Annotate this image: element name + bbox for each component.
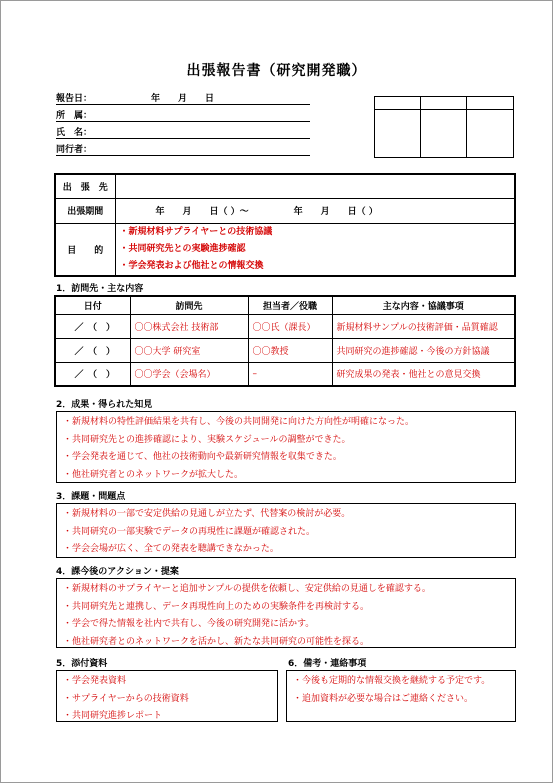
visit-content[interactable]: 研究成果の発表・他社との意見交換 bbox=[332, 362, 515, 386]
issue-item: ・学会会場が広く、全ての発表を聴講できなかった。 bbox=[63, 544, 279, 554]
period-label: 出張期間 bbox=[55, 198, 115, 223]
actions-section-title: 4．課今後のアクション・提案 bbox=[56, 567, 179, 577]
visits-table bbox=[54, 295, 516, 387]
dept-label: 所 属： bbox=[56, 111, 93, 121]
visit-destination[interactable]: 〇〇大学 研究室 bbox=[130, 338, 248, 362]
col-destination: 訪問先 bbox=[130, 296, 248, 314]
note-item: ・追加資料が必要な場合はご連絡ください。 bbox=[293, 693, 474, 704]
report-date-value[interactable]: 年 月 日 bbox=[151, 94, 215, 104]
stamp-box-2[interactable] bbox=[420, 110, 467, 158]
visit-content[interactable]: 共同研究の進捗確認・今後の方針協議 bbox=[332, 338, 515, 362]
attachment-item: ・サプライヤーからの技術資料 bbox=[63, 693, 189, 704]
purpose-label: 目 的 bbox=[55, 223, 115, 276]
issues-box[interactable] bbox=[56, 503, 516, 558]
action-item: ・新規材料のサプライヤーと追加サンプルの提供を依頼し、安定供給の見通しを確認する。 bbox=[63, 584, 431, 594]
table-row bbox=[55, 314, 515, 338]
purpose-list[interactable] bbox=[115, 223, 515, 276]
stamp-header-1 bbox=[375, 97, 421, 110]
attachments-box[interactable] bbox=[56, 670, 278, 722]
visits-section-title: 1．訪問先・主な内容 bbox=[56, 284, 144, 294]
notes-box[interactable] bbox=[286, 670, 516, 722]
destination-field[interactable] bbox=[115, 174, 515, 198]
result-item: ・新規材料の特性評価結果を共有し、今後の共同開発に向けた方向性が明確になった。 bbox=[63, 417, 415, 427]
visit-content[interactable]: 新規材料サンプルの技術評価・品質確認 bbox=[332, 314, 515, 338]
action-item: ・共同研究先と連携し、データ再現性向上のための実験条件を再検討する。 bbox=[63, 601, 370, 612]
table-row bbox=[55, 362, 515, 386]
stamp-box-1[interactable] bbox=[375, 110, 421, 158]
notes-section-title: 6．備考・連絡事項 bbox=[288, 659, 367, 669]
results-box[interactable] bbox=[56, 411, 516, 483]
page-title: 出張報告書（研究開発職） bbox=[186, 63, 367, 79]
result-item: ・他社研究者とのネットワークが拡大した。 bbox=[63, 469, 244, 480]
visit-person[interactable]: 〇〇教授 bbox=[248, 338, 332, 362]
period-value[interactable]: 年 月 日（ ）〜 年 月 日（ ） bbox=[115, 198, 515, 223]
visit-date[interactable]: ／ （ ） bbox=[55, 338, 130, 362]
purpose-item: ・共同研究先との実験進捗確認 bbox=[119, 243, 246, 254]
actions-box[interactable] bbox=[56, 578, 516, 648]
attachment-item: ・学会発表資料 bbox=[63, 676, 127, 686]
visit-person[interactable]: 〇〇氏（課長） bbox=[248, 314, 332, 338]
attachment-item: ・共同研究進捗レポート bbox=[63, 711, 163, 721]
issues-section-title: 3．課題・問題点 bbox=[56, 492, 126, 502]
col-person: 担当者／役職 bbox=[248, 296, 332, 314]
visit-destination[interactable]: 〇〇学会（会場名） bbox=[130, 362, 248, 386]
trip-info-table bbox=[54, 173, 516, 277]
result-item: ・共同研究先との進捗確認により、実験スケジュールの調整ができた。 bbox=[63, 434, 351, 445]
col-date: 日付 bbox=[55, 296, 130, 314]
result-item: ・学会発表を通じて、他社の技術動向や最新研究情報を収集できた。 bbox=[63, 452, 342, 462]
note-item: ・今後も定期的な情報交換を継続する予定です。 bbox=[293, 676, 491, 686]
approval-stamp-boxes bbox=[374, 96, 514, 158]
dept-row bbox=[56, 105, 310, 122]
table-row bbox=[55, 338, 515, 362]
attachments-section-title: 5．添付資料 bbox=[56, 659, 108, 669]
destination-label: 出 張 先 bbox=[55, 174, 115, 198]
visit-destination[interactable]: 〇〇株式会社 技術部 bbox=[130, 314, 248, 338]
companion-row bbox=[56, 139, 310, 156]
action-item: ・学会で得た情報を社内で共有し、今後の研究開発に活かす。 bbox=[63, 619, 315, 629]
results-section-title: 2．成果・得られた知見 bbox=[56, 400, 153, 410]
action-item: ・他社研究者とのネットワークを活かし、新たな共同研究の可能性を探る。 bbox=[63, 636, 370, 647]
stamp-box-3[interactable] bbox=[467, 110, 514, 158]
stamp-header-2 bbox=[420, 97, 467, 110]
purpose-item: ・学会発表および他社との情報交換 bbox=[119, 260, 264, 271]
issue-item: ・共同研究の一部実験でデータの再現性に課題が確認された。 bbox=[63, 526, 316, 537]
col-content: 主な内容・協議事項 bbox=[332, 296, 515, 314]
report-date-row bbox=[56, 88, 310, 105]
visit-date[interactable]: ／ （ ） bbox=[55, 314, 130, 338]
name-label: 氏 名： bbox=[56, 128, 93, 138]
stamp-header-3 bbox=[467, 97, 514, 110]
report-date-label: 報告日： bbox=[56, 94, 93, 104]
companion-label: 同行者： bbox=[56, 145, 93, 155]
visit-person[interactable]: – bbox=[248, 362, 332, 386]
name-row bbox=[56, 122, 310, 139]
issue-item: ・新規材料の一部で安定供給の見通しが立たず、代替案の検討が必要。 bbox=[63, 509, 351, 519]
purpose-item: ・新規材料サプライヤーとの技術協議 bbox=[119, 226, 273, 237]
visit-date[interactable]: ／ （ ） bbox=[55, 362, 130, 386]
